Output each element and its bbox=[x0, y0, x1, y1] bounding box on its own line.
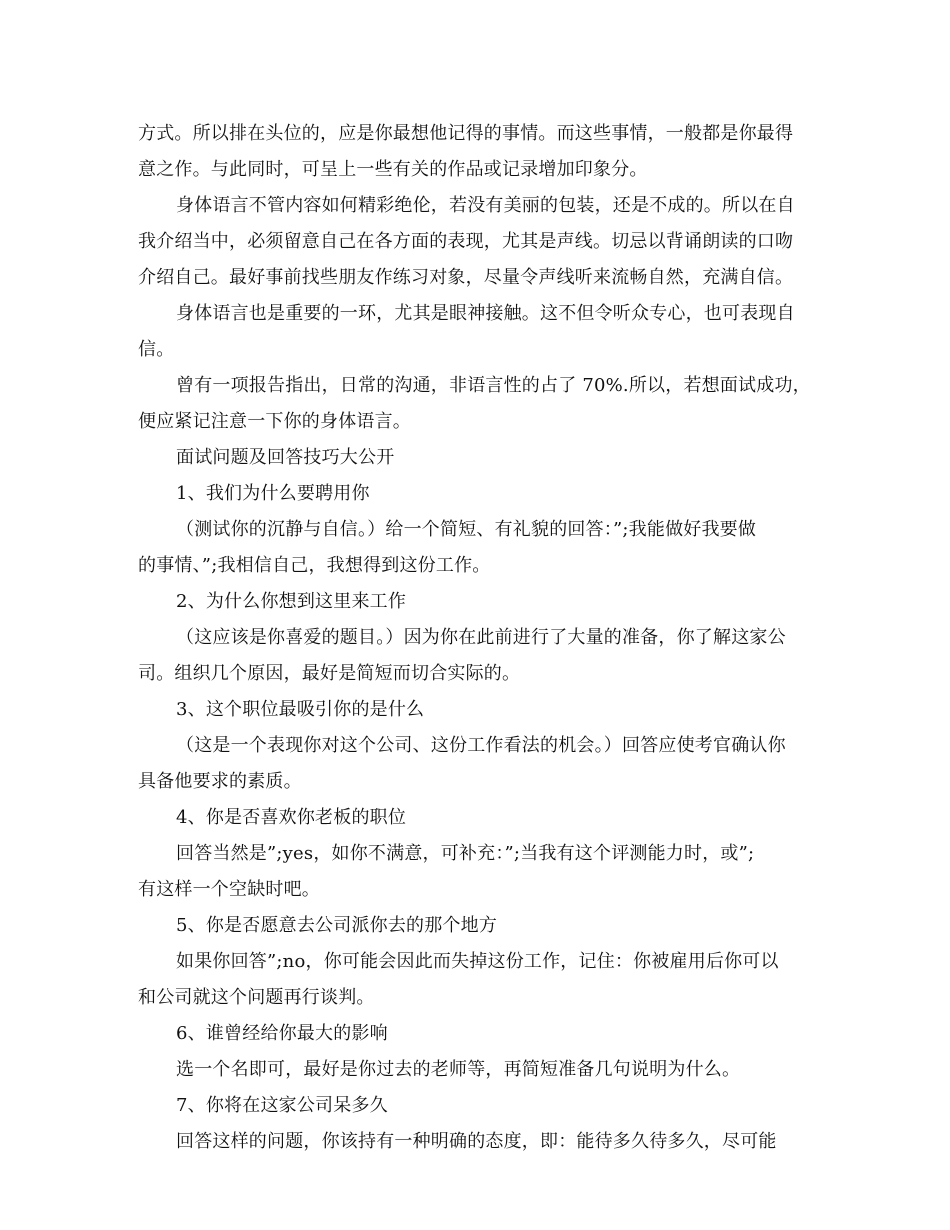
paragraph-line: 介绍自己。最好事前找些朋友作练习对象，尽量令声线听来流畅自然，充满自信。 bbox=[138, 267, 794, 288]
answer-line: 回答当然是”;yes，如你不满意，可补充：”;当我有这个评测能力时，或”; bbox=[176, 843, 755, 864]
question-heading: 4、你是否喜欢你老板的职位 bbox=[176, 807, 407, 828]
document-body bbox=[138, 116, 818, 1160]
paragraph-line: 信。 bbox=[138, 339, 175, 360]
answer-line: 有这样一个空缺时吧。 bbox=[138, 879, 320, 900]
paragraph-line: 我介绍当中，必须留意自己在各方面的表现，尤其是声线。切忌以背诵朗读的口吻 bbox=[138, 231, 794, 252]
question-heading: 5、你是否愿意去公司派你去的那个地方 bbox=[176, 915, 498, 936]
answer-line: 如果你回答”;no，你可能会因此而失掉这份工作，记住：你被雇用后你可以 bbox=[176, 951, 779, 972]
question-heading: 6、谁曾经给你最大的影响 bbox=[176, 1023, 388, 1044]
section-heading: 面试问题及回答技巧大公开 bbox=[176, 447, 395, 468]
question-heading: 7、你将在这家公司呆多久 bbox=[176, 1095, 388, 1116]
answer-line: 的事情、”;我相信自己，我想得到这份工作。 bbox=[138, 555, 491, 576]
answer-line: 选一个名即可，最好是你过去的老师等，再简短准备几句说明为什么。 bbox=[176, 1059, 741, 1080]
paragraph-line: 便应紧记注意一下你的身体语言。 bbox=[138, 411, 411, 432]
answer-line: 回答这样的问题，你该持有一种明确的态度，即：能待多久待多久，尽可能 bbox=[176, 1131, 777, 1152]
answer-line: 具备他要求的素质。 bbox=[138, 771, 302, 792]
paragraph-line: 意之作。与此同时，可呈上一些有关的作品或记录增加印象分。 bbox=[138, 159, 648, 180]
paragraph-line: 身体语言也是重要的一环，尤其是眼神接触。这不但令听众专心，也可表现自 bbox=[176, 303, 795, 324]
paragraph-line: 方式。所以排在头位的，应是你最想他记得的事情。而这些事情，一般都是你最得 bbox=[138, 123, 794, 144]
answer-line: （这应该是你喜爱的题目。）因为你在此前进行了大量的准备，你了解这家公 bbox=[176, 627, 786, 648]
question-heading: 3、这个职位最吸引你的是什么 bbox=[176, 699, 425, 720]
paragraph-line: 曾有一项报告指出，日常的沟通，非语言性的占了 70%.所以，若想面试成功， bbox=[176, 375, 811, 396]
question-heading: 1、我们为什么要聘用你 bbox=[176, 483, 370, 504]
answer-line: 司。组织几个原因，最好是简短而切合实际的。 bbox=[138, 663, 521, 684]
question-heading: 2、为什么你想到这里来工作 bbox=[176, 591, 407, 612]
paragraph-line: 身体语言不管内容如何精彩绝伦，若没有美丽的包装，还是不成的。所以在自 bbox=[176, 195, 795, 216]
answer-line: （这是一个表现你对这个公司、这份工作看法的机会。）回答应使考官确认你 bbox=[176, 735, 786, 756]
answer-line: （测试你的沉静与自信。）给一个简短、有礼貌的回答：”;我能做好我要做 bbox=[176, 519, 757, 540]
answer-line: 和公司就这个问题再行谈判。 bbox=[138, 987, 375, 1008]
